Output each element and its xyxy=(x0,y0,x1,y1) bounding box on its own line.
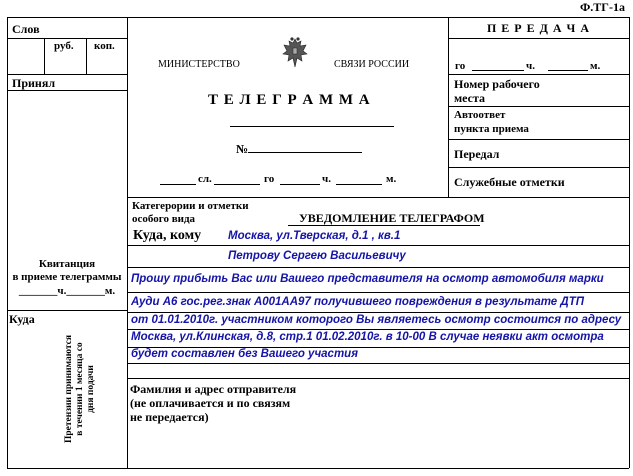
msg-line-5 xyxy=(127,329,629,330)
notification-label: УВЕДОМЛЕНИЕ ТЕЛЕГРАФОМ xyxy=(299,211,485,225)
categories-label-2: особого вида xyxy=(132,213,196,225)
left-line-1 xyxy=(7,38,127,39)
claims-line-2: в течении 1 месяца со xyxy=(75,342,85,436)
right-line-5 xyxy=(448,167,629,168)
receipt-time: _______ч._______м. xyxy=(18,285,116,297)
frame-right-line xyxy=(629,17,630,468)
eagle-emblem-icon xyxy=(282,36,308,70)
body-line-3: от 01.01.2010г. участником которого Вы являетесь осмотр состоится по адресу xyxy=(131,314,622,326)
frame-left-line xyxy=(7,17,8,468)
date-ch-label: ч. xyxy=(322,173,331,185)
words-label: Слов xyxy=(12,22,40,36)
categories-label-1: Категерории и отметки xyxy=(132,200,249,212)
accepted-label: Принял xyxy=(12,76,56,90)
date-blank-1 xyxy=(160,184,196,185)
service-marks-label: Служебные отметки xyxy=(454,175,565,189)
right-line-2 xyxy=(448,74,629,75)
claims-text xyxy=(64,324,97,454)
number-sign: № xyxy=(236,142,249,156)
msg-line-2 xyxy=(127,267,629,268)
msg-line-4 xyxy=(127,312,629,313)
workplace-label-1: Номер рабочего xyxy=(454,77,540,91)
date-blank-4 xyxy=(336,184,382,185)
msg-line-1 xyxy=(127,245,629,246)
ministry-name-label: СВЯЗИ РОССИИ xyxy=(334,59,410,70)
autoanswer-label-1: Автоответ xyxy=(454,109,506,121)
msg-line-7 xyxy=(127,363,629,364)
sender-label-2: (не оплачивается и по связям xyxy=(130,396,291,410)
msg-line-8 xyxy=(127,378,629,379)
recipient-text: Петрову Сергею Васильевичу xyxy=(228,250,406,262)
kop-label: коп. xyxy=(94,40,115,52)
ministry-label: МИНИСТЕРСТВО xyxy=(158,59,240,70)
frame-bottom-line xyxy=(7,468,629,469)
telegram-title: Т Е Л Е Г Р А М М А xyxy=(208,92,371,108)
transfer-go-label: го xyxy=(455,60,466,72)
transfer-title: П Е Р Е Д А Ч А xyxy=(486,21,591,35)
date-blank-2 xyxy=(214,184,260,185)
transfer-blank-1 xyxy=(472,70,524,71)
transfer-ch-label: ч. xyxy=(526,60,535,72)
title-underline xyxy=(230,126,394,127)
body-line-4: Москва, ул.Клинская, д.8, стр.1 01.02.2010г. в 10-00 В случае неявки акт осмотра xyxy=(131,331,604,343)
sender-label-1: Фамилия и адрес отправителя xyxy=(130,382,297,396)
date-blank-3 xyxy=(280,184,320,185)
kuda-label: Куда xyxy=(9,312,35,326)
receipt-subtitle: в приеме телеграммы xyxy=(12,271,122,283)
where-whom-label: Куда, кому xyxy=(133,228,202,243)
rub-label: руб. xyxy=(54,40,74,52)
msg-line-3 xyxy=(127,292,629,293)
sender-label-3: не передается) xyxy=(130,410,209,424)
message-top-line xyxy=(127,197,629,198)
transfer-m-label: м. xyxy=(590,60,601,72)
number-underline xyxy=(248,152,362,153)
date-m-label: м. xyxy=(386,173,397,185)
body-line-1: Прошу прибыть Вас или Вашего представителя на осмотр автомобиля марки xyxy=(131,273,604,285)
body-line-5: будет составлен без Вашего участия xyxy=(131,348,358,360)
claims-line-3: дня подачи xyxy=(86,365,96,413)
transfer-blank-2 xyxy=(548,70,588,71)
left-inner-v1 xyxy=(44,38,45,74)
address-text: Москва, ул.Тверская, д.1 , кв.1 xyxy=(228,230,401,242)
left-column-divider xyxy=(127,17,128,468)
right-column-divider xyxy=(448,17,449,197)
autoanswer-label-2: пункта приема xyxy=(454,123,529,135)
right-line-1 xyxy=(448,38,629,39)
frame-top-line xyxy=(7,17,629,18)
notification-underline xyxy=(288,225,480,226)
body-line-2: Ауди А6 гос.рег.знак А001АА97 получившего повреждения в результате ДТП xyxy=(131,296,584,308)
claims-line-1: Претензии принимаются xyxy=(64,335,74,443)
date-sl-label: сл. xyxy=(198,173,212,185)
receipt-title: Квитанция xyxy=(38,258,96,270)
workplace-label-2: места xyxy=(454,91,486,105)
right-line-3 xyxy=(448,106,629,107)
right-line-4 xyxy=(448,139,629,140)
left-line-2 xyxy=(7,74,127,75)
left-inner-v2 xyxy=(86,38,87,74)
sent-by-label: Передал xyxy=(454,147,500,161)
form-code: Ф.ТГ-1а xyxy=(580,0,625,14)
left-line-4 xyxy=(7,310,127,311)
date-go-label: го xyxy=(264,173,275,185)
